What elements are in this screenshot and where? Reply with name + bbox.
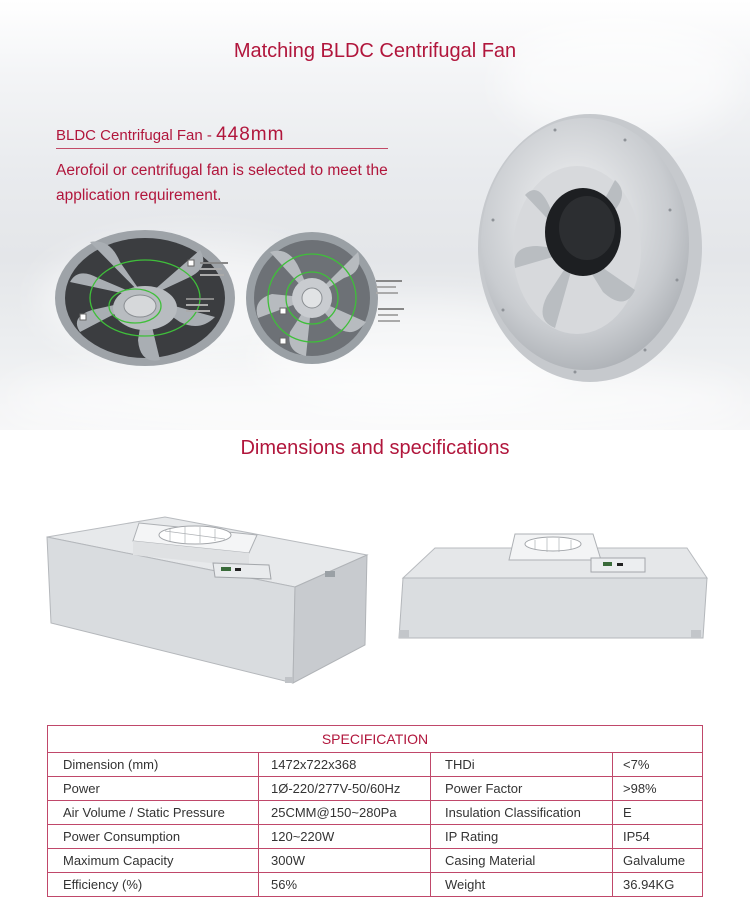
spec-value: 36.94KG: [613, 873, 703, 897]
spec-label: Power Factor: [431, 777, 613, 801]
ffu-unit-front-image: [395, 530, 715, 645]
spec-label: THDi: [431, 753, 613, 777]
spec-value: <7%: [613, 753, 703, 777]
table-row: [48, 825, 703, 849]
spec-label: Efficiency (%): [48, 873, 259, 897]
spec-label: Weight: [431, 873, 613, 897]
spec-value: 1Ø-220/277V-50/60Hz: [259, 777, 431, 801]
table-row: [48, 801, 703, 825]
spec-label: Power: [48, 777, 259, 801]
table-row: [48, 777, 703, 801]
fan-model-label: [56, 124, 284, 146]
spec-label: Air Volume / Static Pressure: [48, 801, 259, 825]
spec-label: Casing Material: [431, 849, 613, 873]
spec-value: 300W: [259, 849, 431, 873]
impeller-diagram-right: [240, 222, 410, 372]
spec-value: 25CMM@150~280Pa: [259, 801, 431, 825]
spec-value: >98%: [613, 777, 703, 801]
fan-label-text: BLDC Centrifugal Fan -: [56, 127, 217, 144]
spec-label: IP Rating: [431, 825, 613, 849]
subtitle-divider: [56, 148, 388, 149]
spec-value: 120~220W: [259, 825, 431, 849]
spec-value: E: [613, 801, 703, 825]
spec-value: Galvalume: [613, 849, 703, 873]
centrifugal-fan-image: [455, 100, 710, 385]
spec-heading: SPECIFICATION: [48, 726, 703, 753]
ffu-unit-angled-image: [45, 505, 375, 690]
table-row: [48, 873, 703, 897]
spec-table-body: [48, 753, 703, 897]
spec-value: 1472x722x368: [259, 753, 431, 777]
impeller-diagram-left: [50, 222, 240, 372]
spec-value: 56%: [259, 873, 431, 897]
spec-label: Maximum Capacity: [48, 849, 259, 873]
spec-label: Power Consumption: [48, 825, 259, 849]
spec-label: Insulation Classification: [431, 801, 613, 825]
table-row: [48, 753, 703, 777]
specification-table: [47, 725, 703, 897]
section-title-specs: Dimensions and specifications: [240, 437, 510, 459]
spec-label: Dimension (mm): [48, 753, 259, 777]
spec-value: IP54: [613, 825, 703, 849]
table-row: [48, 849, 703, 873]
fan-size: 448mm: [216, 124, 285, 145]
section-title-fan: Matching BLDC Centrifugal Fan: [233, 40, 517, 62]
fan-description: Aerofoil or centrifugal fan is selected to meet the application requirement.: [56, 162, 388, 204]
